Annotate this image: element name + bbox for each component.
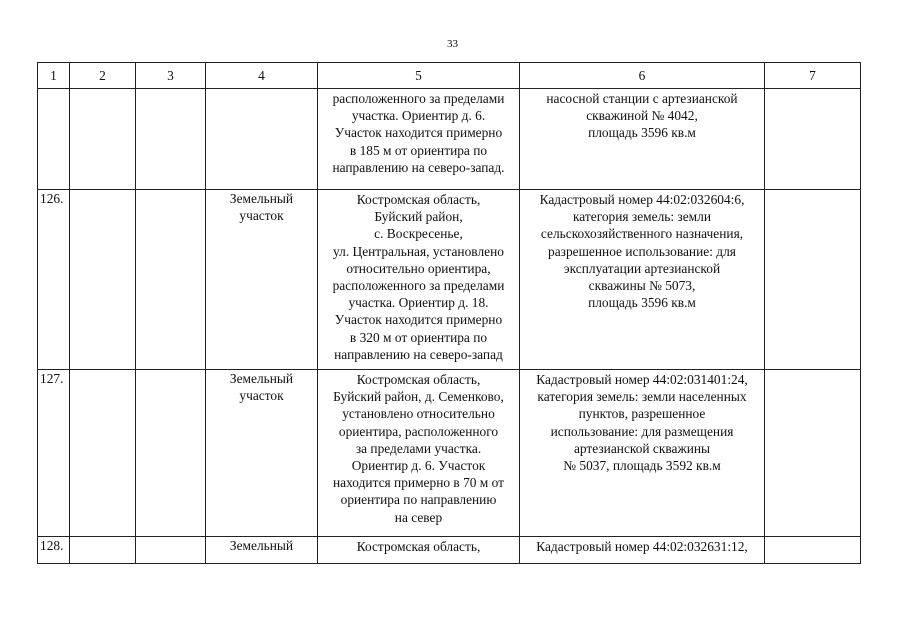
table-cell [765,89,861,190]
table-row [38,537,861,564]
table-cell [765,190,861,370]
property-table [37,62,861,564]
object-type-cell: Земельный участок [206,370,318,537]
table-header-row [38,63,861,89]
column-header: 7 [765,63,861,89]
column-header: 5 [318,63,520,89]
cadastral-details-cell: Кадастровый номер 44:02:032631:12, [520,537,765,564]
row-number: 126. [38,190,70,370]
address-cell: Костромская область, [318,537,520,564]
column-header: 2 [70,63,136,89]
table-cell [136,89,206,190]
address-cell: Костромская область, Буйский район, с. Воскресенье, ул. Центральная, установлено относительно ориентира, расположенного за пределами участка. Ориентир д. 18. Участок находится примерно в 320 м от ориентира по направлению на северо-запад [318,190,520,370]
row-number [38,89,70,190]
page-number: 33 [447,38,458,50]
cadastral-details-cell: Кадастровый номер 44:02:032604:6, категория земель: земли сельскохозяйственного назначения, разрешенное использование: для эксплуатации артезианской скважины № 5073, площадь 3596 кв.м [520,190,765,370]
table-row [38,190,861,370]
row-number: 128. [38,537,70,564]
column-header: 3 [136,63,206,89]
object-type-cell: Земельный участок [206,190,318,370]
table-row [38,89,861,190]
table-cell [70,537,136,564]
table-cell [136,190,206,370]
row-number: 127. [38,370,70,537]
address-cell: Костромская область, Буйский район, д. Семенково, установлено относительно ориентира, расположенного за пределами участка. Ориентир д. 6. Участок находится примерно в 70 м от ориентира по направлению на север [318,370,520,537]
object-type-cell: Земельный [206,537,318,564]
table-cell [136,370,206,537]
table-row [38,370,861,537]
table-cell [765,537,861,564]
table-cell [70,190,136,370]
column-header: 4 [206,63,318,89]
address-cell: расположенного за пределами участка. Ориентир д. 6. Участок находится примерно в 185 м от ориентира по направлению на северо-запад. [318,89,520,190]
object-type-cell [206,89,318,190]
column-header: 1 [38,63,70,89]
table-cell [136,537,206,564]
table-cell [765,370,861,537]
table-cell [70,370,136,537]
cadastral-details-cell: насосной станции с артезианской скважиной № 4042, площадь 3596 кв.м [520,89,765,190]
column-header: 6 [520,63,765,89]
table-cell [70,89,136,190]
cadastral-details-cell: Кадастровый номер 44:02:031401:24, категория земель: земли населенных пунктов, разрешенное использование: для размещения артезианской скважины № 5037, площадь 3592 кв.м [520,370,765,537]
